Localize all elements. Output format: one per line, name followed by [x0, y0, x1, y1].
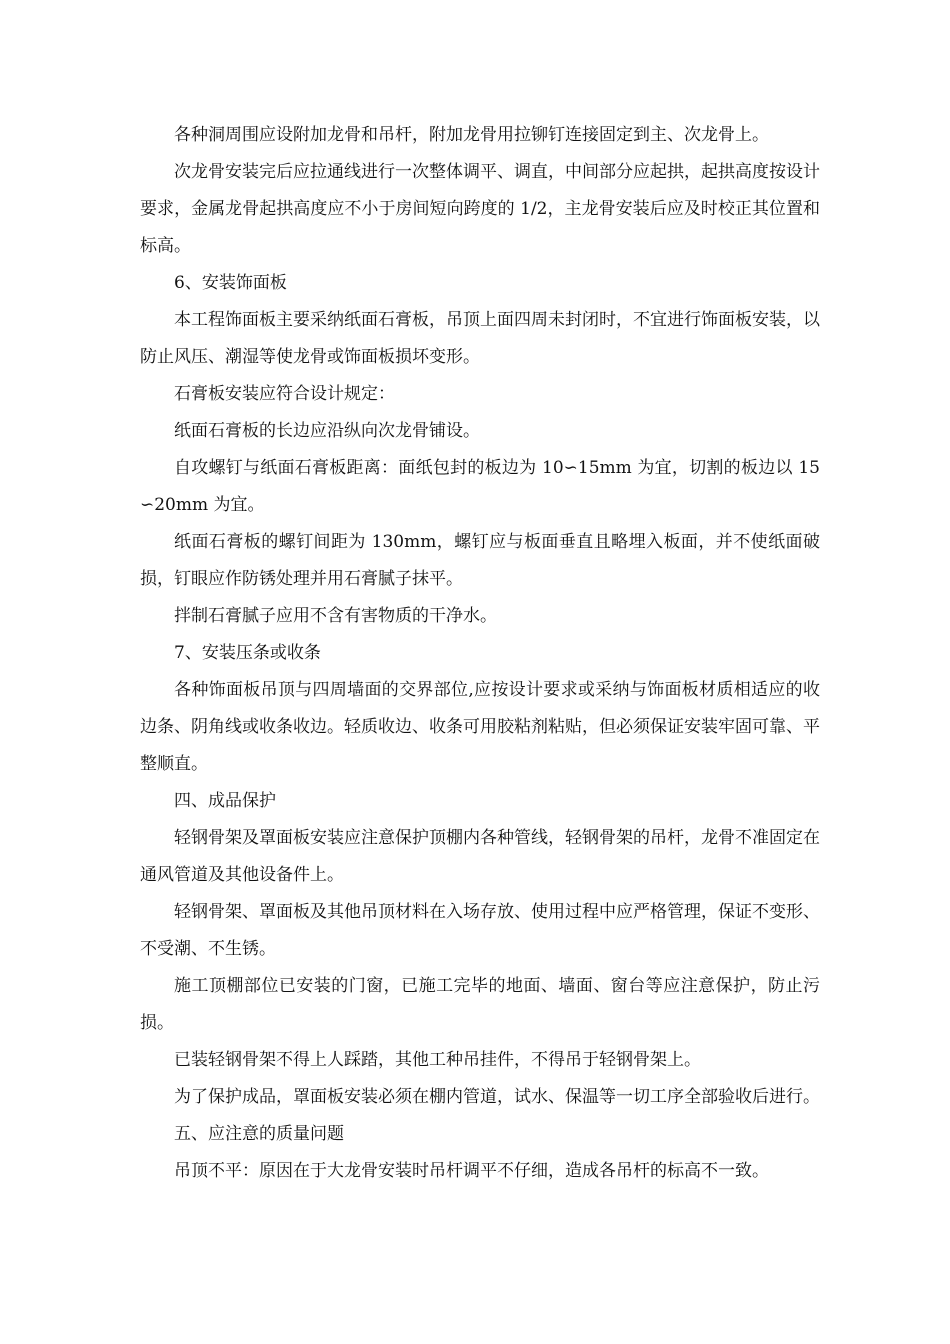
section-heading-6: 6、安装饰面板: [174, 273, 287, 293]
paragraph-protect-installed: 施工顶棚部位已安装的门窗，已施工完毕的地面、墙面、窗台等应注意保护，防止污损。: [140, 976, 820, 1033]
paragraph-screw-distance: 自攻螺钉与纸面石膏板距离：面纸包封的板边为 10∽15mm 为宜，切割的板边以 15∽20mm 为宜。: [140, 458, 820, 515]
paragraph-facing-board: 本工程饰面板主要采纳纸面石膏板，吊顶上面四周未封闭时，不宜进行饰面板安装，以防止风压、潮湿等使龙骨或饰面板损坏变形。: [140, 310, 820, 367]
paragraph-putty-water: 拌制石膏腻子应用不含有害物质的干净水。: [174, 606, 497, 626]
paragraph-installation-order: 为了保护成品，罩面板安装必须在棚内管道，试水、保温等一切工序全部验收后进行。: [174, 1087, 820, 1107]
paragraph-uneven-ceiling: 吊顶不平：原因在于大龙骨安装时吊杆调平不仔细，造成各吊杆的标高不一致。: [174, 1161, 769, 1181]
paragraph-gypsum-rules: 石膏板安装应符合设计规定：: [174, 384, 395, 404]
paragraph-material-storage: 轻钢骨架、罩面板及其他吊顶材料在入场存放、使用过程中应严格管理，保证不变形、不受潮、不生锈。: [140, 902, 820, 959]
section-heading-7: 7、安装压条或收条: [174, 643, 321, 663]
paragraph-edge-trim: 各种饰面板吊顶与四周墙面的交界部位,应按设计要求或采纳与饰面板材质相适应的收边条、阴角线或收条收边。轻质收边、收条可用胶粘剂粘贴，但必须保证安装牢固可靠、平整顺直。: [140, 680, 820, 774]
paragraph-long-edge: 纸面石膏板的长边应沿纵向次龙骨铺设。: [174, 421, 480, 441]
section-heading-quality-issues: 五、应注意的质量问题: [174, 1124, 344, 1144]
paragraph-opening-reinforcement: 各种洞周围应设附加龙骨和吊杆，附加龙骨用拉铆钉连接固定到主、次龙骨上。: [174, 125, 769, 145]
document-body: [140, 117, 820, 1190]
paragraph-no-stepping: 已装轻钢骨架不得上人踩踏，其他工种吊挂件，不得吊于轻钢骨架上。: [174, 1050, 701, 1070]
paragraph-protect-pipelines: 轻钢骨架及罩面板安装应注意保护顶棚内各种管线，轻钢骨架的吊杆，龙骨不准固定在通风管道及其他设备件上。: [140, 828, 820, 885]
paragraph-screw-spacing: 纸面石膏板的螺钉间距为 130mm，螺钉应与板面垂直且略埋入板面，并不使纸面破损，钉眼应作防锈处理并用石膏腻子抹平。: [140, 532, 820, 589]
section-heading-product-protection: 四、成品保护: [174, 791, 276, 811]
paragraph-secondary-keel-leveling: 次龙骨安装完后应拉通线进行一次整体调平、调直，中间部分应起拱，起拱高度按设计要求，金属龙骨起拱高度应不小于房间短向跨度的 1/2，主龙骨安装后应及时校正其位置和标高。: [140, 162, 820, 256]
